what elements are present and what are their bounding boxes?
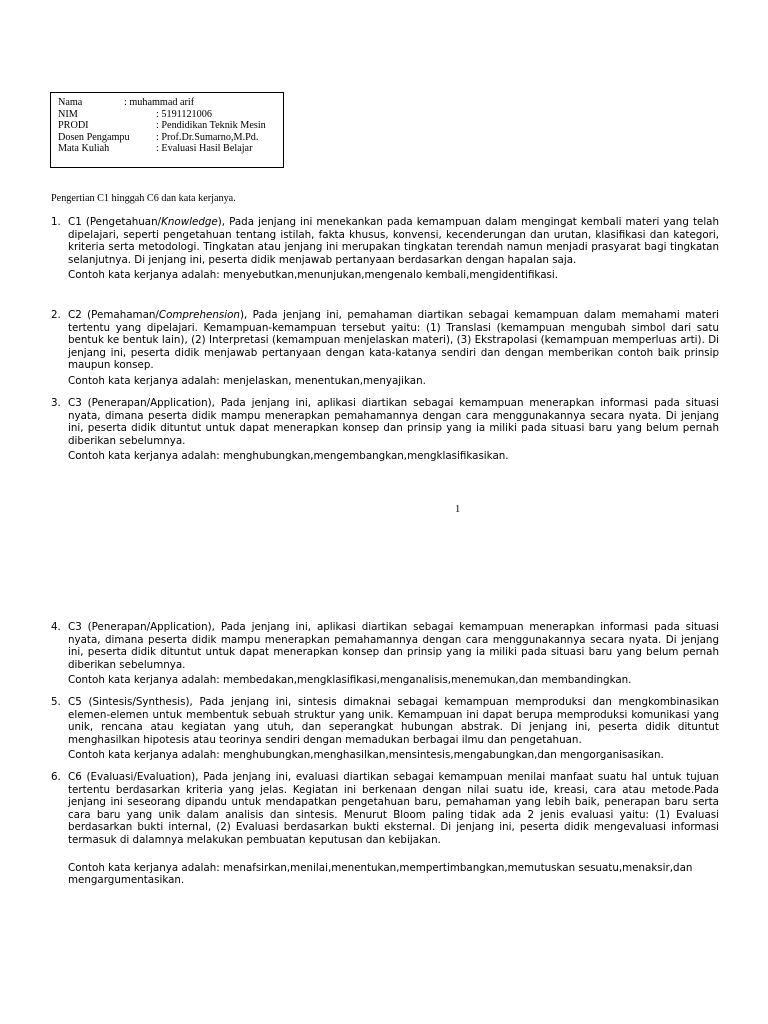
item-lead: C2 (Pemahaman/	[68, 309, 159, 321]
item-text: C6 (Evaluasi/Evaluation), Pada jenjang ini, evaluasi diartikan sebagai kemampuan menilai manfaat suatu hal untuk tujuan tertentu berdasarkan kriteria yang jelas. Kegiatan ini berkenaan dengan nilai suatu ide, kreasi, cara atau metode.Pada jenjang ini seseorang dipandu untuk mendapatkan pengetahuan baru, pemahaman yang lebih baik, penerapan baru serta cara baru yang unik dalam analisis dan sintesis. Menurut Bloom paling tidak ada 2 jenis evaluasi yaitu: (1) Evaluasi berdasarkan bukti internal, (2) Evaluasi berdasarkan bukti eksternal. Di jenjang ini, peserta didik mengevaluasi informasi termasuk di dalamnya melakukan pembuatan keputusan dan kebijakan.	[68, 771, 719, 846]
item-body: ), Pada jenjang ini, pemahaman diartikan sebagai kemampuan dalam memahami materi tertentu yang dipelajari. Kemampuan-kemampuan tersebut yaitu: (1) Translasi (kemampuan mengubah simbol dari satu bentuk ke bentuk lain), (2) Interpretasi (kemampuan menjelaskan materi), (3) Ekstrapolasi (kemampuan memperluas arti). Di jenjang ini, peserta didik menjawab pertanyaan dengan kata-katanya sendiri dan dengan memberikan contoh baik prinsip maupun konsep.	[68, 309, 719, 372]
info-value: : Pendidikan Teknik Mesin	[156, 120, 266, 132]
list-item-c6	[51, 771, 719, 887]
info-label: PRODI	[58, 120, 89, 132]
item-example: Contoh kata kerjanya adalah: membedakan,mengklasifikasi,menganalisis,menemukan,dan membandingkan.	[68, 674, 632, 687]
info-label: Nama	[58, 97, 83, 108]
info-value: : 5191121006	[156, 108, 212, 120]
info-row-prodi	[58, 120, 283, 132]
info-label: Mata Kuliah	[58, 143, 110, 155]
item-example: Contoh kata kerjanya adalah: menjelaskan, menentukan,menyajikan.	[68, 374, 426, 387]
item-text	[68, 216, 719, 266]
item-term: Comprehension	[158, 309, 240, 321]
info-row-mata-kuliah	[58, 143, 283, 155]
info-value: : muhammad arif	[124, 97, 195, 108]
student-info-box	[50, 92, 284, 168]
list-item-c4	[51, 621, 719, 687]
item-number: 5.	[51, 696, 61, 708]
item-text	[68, 309, 719, 372]
list-item-c5	[51, 696, 719, 762]
info-value: : Evaluasi Hasil Belajar	[156, 143, 253, 155]
item-text: C3 (Penerapan/Application), Pada jenjang ini, aplikasi diartikan sebagai kemampuan menerapkan informasi pada situasi nyata, dimana peserta didik mampu menerapkan pemahamannya dengan cara menggunakannya secara nyata. Di jenjang ini, peserta didik dituntut untuk dapat menerapkan konsep dan prinsip yang ia miliki pada situasi baru yang belum pernah diberikan sebelumnya.	[68, 621, 719, 671]
item-text: C3 (Penerapan/Application), Pada jenjang ini, aplikasi diartikan sebagai kemampuan menerapkan informasi pada situasi nyata, dimana peserta didik mampu menerapkan pemahamannya dengan cara menggunakannya secara nyata. Di jenjang ini, peserta didik dituntut untuk dapat menerapkan konsep dan prinsip yang ia miliki pada situasi baru yang belum pernah diberikan sebelumnya.	[68, 397, 719, 447]
item-body: ), Pada jenjang ini menekankan pada kemampuan dalam mengingat kembali materi yang telah dipelajari, seperti pengetahuan tentang istilah, fakta khusus, konvensi, kecenderungan dan urutan, klasifikasi dan kategori, kriteria serta metodologi. Tingkatan atau jenjang ini merupakan tingkatan terendah namun menjadi prasyarat bagi tingkatan selanjutnya. Di jenjang ini, peserta didik menjawab pertanyaan berdasarkan dengan hapalan saja.	[68, 216, 720, 266]
item-number: 2.	[51, 309, 61, 321]
info-row-nama	[58, 97, 283, 109]
list-item-c3	[51, 397, 719, 463]
info-label: Dosen Pengampu	[58, 131, 130, 143]
item-example: Contoh kata kerjanya adalah: menghubungkan,menghasilkan,mensintesis,mengabungkan,dan mengorganisasikan.	[68, 749, 664, 762]
list-item-c2	[51, 309, 719, 388]
intro-text: Pengertian C1 hinggah C6 dan kata kerjanya.	[51, 193, 236, 204]
item-example: Contoh kata kerjanya adalah: menyebutkan,menunjukan,mengenalo kembali,mengidentifikasi.	[68, 269, 559, 282]
item-number: 4.	[51, 621, 61, 633]
item-number: 6.	[51, 771, 61, 783]
info-row-dosen	[58, 132, 283, 144]
item-lead: C1 (Pengetahuan/	[68, 216, 162, 228]
info-value: : Prof.Dr.Sumarno,M.Pd.	[156, 131, 259, 143]
info-label: NIM	[58, 108, 78, 120]
item-example: Contoh kata kerjanya adalah: menghubungkan,mengembangkan,mengklasifikasikan.	[68, 450, 509, 463]
item-number: 1.	[51, 216, 61, 228]
page-number: 1	[455, 504, 461, 515]
item-text: C5 (Sintesis/Synthesis), Pada jenjang ini, sintesis dimaknai sebagai kemampuan memproduksi dan mengkombinasikan elemen-elemen untuk membentuk sebuah struktur yang unik. Kemampuan ini dapat berupa memproduksi komunikasi yang unik, rencana atau kegiatan yang utuh, dan seperangkat hubungan abstrak. Di jenjang ini, peserta didik dituntut menghasilkan hipotesis atau teorinya sendiri dengan memadukan berbagai ilmu dan pengetahuan.	[68, 696, 719, 746]
info-row-nim	[58, 109, 283, 121]
item-number: 3.	[51, 397, 61, 409]
list-item-c1	[51, 216, 719, 282]
item-term: Knowledge	[161, 216, 218, 228]
item-example: Contoh kata kerjanya adalah: menafsirkan,menilai,menentukan,mempertimbangkan,memutuskan sesuatu,menaksir,dan mengargumentasikan.	[68, 861, 693, 887]
